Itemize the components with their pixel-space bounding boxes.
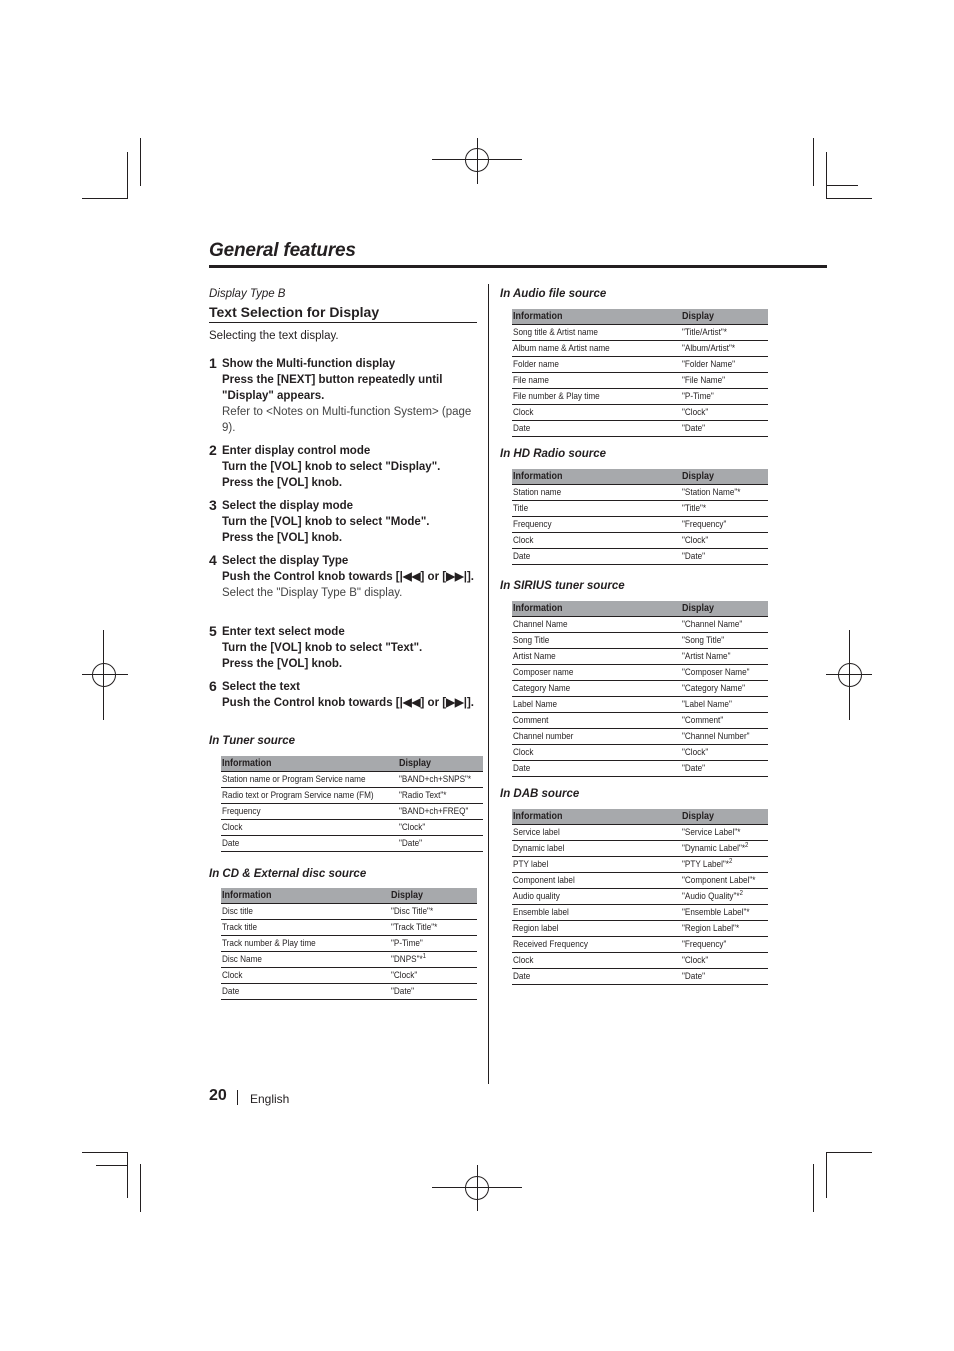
- table-row: [512, 665, 768, 681]
- display-cell: "Audio Quality"*$^2$: [681, 889, 768, 905]
- table-row: [221, 772, 483, 788]
- step-instruction: Press the [VOL] knob.: [222, 477, 343, 489]
- table-row: [221, 904, 477, 920]
- column-divider: [488, 284, 489, 1084]
- display-cell: "Channel Number": [681, 729, 768, 745]
- information-cell: Clock: [221, 968, 390, 984]
- table-row: [512, 549, 768, 565]
- step-instruction: Press the [NEXT] button repeatedly until "Display" appears.: [222, 374, 443, 402]
- step-instruction: Select the display Type: [222, 555, 349, 567]
- display-cell: "Album/Artist"*: [681, 341, 768, 357]
- table-row: [512, 357, 768, 373]
- display-header: Display: [681, 469, 768, 485]
- information-cell: Clock: [512, 405, 681, 421]
- information-cell: Folder name: [512, 357, 681, 373]
- information-cell: Channel number: [512, 729, 681, 745]
- display-cell: "Ensemble Label"*: [681, 905, 768, 921]
- display-cell: "P-Time": [681, 389, 768, 405]
- table-row: [512, 745, 768, 761]
- table-row: [221, 836, 483, 852]
- display-cell: "Region Label"*: [681, 921, 768, 937]
- display-cell: "Dynamic Label"*$^2$: [681, 841, 768, 857]
- display-header: Display: [681, 309, 768, 325]
- display-cell: "Category Name": [681, 681, 768, 697]
- information-cell: Song title & Artist name: [512, 325, 681, 341]
- information-cell: Disc Name: [221, 952, 390, 968]
- dab-source-label: In DAB source: [500, 788, 580, 800]
- audio-file-source-table: [512, 309, 768, 437]
- step-instruction: Show the Multi-function display: [222, 358, 396, 370]
- information-header: Information: [512, 809, 681, 825]
- table-row: [512, 713, 768, 729]
- display-cell: "PTY Label"*$^2$: [681, 857, 768, 873]
- information-cell: Station name or Program Service name: [221, 772, 398, 788]
- step-instruction: Push the Control knob towards [|◀◀] or [▶▶|].: [222, 697, 474, 709]
- step-instruction: Press the [VOL] knob.: [222, 658, 343, 670]
- information-cell: Category Name: [512, 681, 681, 697]
- table-row: [221, 920, 477, 936]
- table-row: [512, 761, 768, 777]
- information-cell: Date: [221, 836, 398, 852]
- hd-radio-source-table: [512, 469, 768, 565]
- table-row: [512, 325, 768, 341]
- information-cell: Radio text or Program Service name (FM): [221, 788, 398, 804]
- display-cell: "BAND+ch+FREQ": [398, 804, 483, 820]
- display-cell: "Comment": [681, 713, 768, 729]
- table-row: [512, 633, 768, 649]
- display-header: Display: [398, 756, 483, 772]
- display-cell: "Song Title": [681, 633, 768, 649]
- table-header-row: [512, 309, 768, 325]
- sirius-source-label: In SIRIUS tuner source: [500, 580, 625, 592]
- table-row: [221, 952, 477, 968]
- display-cell: "Channel Name": [681, 617, 768, 633]
- table-row: [512, 697, 768, 713]
- information-cell: Date: [512, 549, 681, 565]
- display-cell: "Component Label"*: [681, 873, 768, 889]
- table-row: [512, 405, 768, 421]
- footnote-marker: 1: [422, 953, 426, 961]
- information-cell: Title: [512, 501, 681, 517]
- display-cell: "Artist Name": [681, 649, 768, 665]
- table-header-row: [221, 756, 483, 772]
- dab-source-table: [512, 809, 768, 985]
- display-cell: "Station Name"*: [681, 485, 768, 501]
- information-cell: Disc title: [221, 904, 390, 920]
- table-row: [512, 373, 768, 389]
- information-cell: Channel Name: [512, 617, 681, 633]
- information-cell: Clock: [512, 533, 681, 549]
- tuner-source-table: [221, 756, 483, 852]
- table-header-row: [512, 469, 768, 485]
- table-row: [512, 341, 768, 357]
- information-cell: Track number & Play time: [221, 936, 390, 952]
- display-type-subtitle: Display Type B: [209, 288, 286, 300]
- step-3: [209, 498, 479, 546]
- display-cell: "File Name": [681, 373, 768, 389]
- display-cell: "Track Title"*: [390, 920, 477, 936]
- information-cell: Composer name: [512, 665, 681, 681]
- display-cell: "Clock": [390, 968, 477, 984]
- table-row: [512, 937, 768, 953]
- information-cell: Component label: [512, 873, 681, 889]
- step-instruction: Turn the [VOL] knob to select "Text".: [222, 642, 423, 654]
- sirius-tuner-source-table: [512, 601, 768, 777]
- step-note: Select the "Display Type B" display.: [222, 587, 403, 599]
- step-instruction: Turn the [VOL] knob to select "Display".: [222, 461, 441, 473]
- table-row: [512, 873, 768, 889]
- table-header-row: [221, 888, 477, 904]
- display-cell: "Frequency": [681, 937, 768, 953]
- step-instruction: Push the Control knob towards [|◀◀] or [▶▶|].: [222, 571, 474, 583]
- footer-separator: [237, 1090, 238, 1105]
- footnote-marker: 2: [739, 890, 743, 898]
- table-row: [512, 841, 768, 857]
- table-header-row: [512, 601, 768, 617]
- table-row: [512, 889, 768, 905]
- table-row: [512, 905, 768, 921]
- display-cell: "Date": [398, 836, 483, 852]
- information-cell: Label Name: [512, 697, 681, 713]
- table-row: [512, 825, 768, 841]
- display-header: Display: [390, 888, 477, 904]
- information-cell: Station name: [512, 485, 681, 501]
- information-cell: Service label: [512, 825, 681, 841]
- step-instruction: Enter text select mode: [222, 626, 345, 638]
- table-row: [512, 857, 768, 873]
- information-header: Information: [512, 469, 681, 485]
- information-cell: Dynamic label: [512, 841, 681, 857]
- display-cell: "P-Time": [390, 936, 477, 952]
- display-cell: "Clock": [681, 953, 768, 969]
- information-cell: Clock: [512, 745, 681, 761]
- cd-source-label: In CD & External disc source: [209, 868, 367, 880]
- information-header: Information: [512, 309, 681, 325]
- information-cell: Audio quality: [512, 889, 681, 905]
- display-cell: "Date": [681, 969, 768, 985]
- step-number: 2: [209, 442, 217, 458]
- table-row: [221, 804, 483, 820]
- information-cell: Frequency: [221, 804, 398, 820]
- table-row: [512, 501, 768, 517]
- table-row: [512, 681, 768, 697]
- display-cell: "Frequency": [681, 517, 768, 533]
- information-header: Information: [221, 756, 398, 772]
- display-cell: "BAND+ch+SNPS"*: [398, 772, 483, 788]
- display-header: Display: [681, 601, 768, 617]
- table-row: [512, 533, 768, 549]
- page-title: General features: [209, 240, 356, 261]
- display-cell: "Clock": [681, 405, 768, 421]
- table-row: [512, 921, 768, 937]
- display-cell: "Folder Name": [681, 357, 768, 373]
- information-cell: Ensemble label: [512, 905, 681, 921]
- information-cell: Date: [512, 421, 681, 437]
- information-cell: Frequency: [512, 517, 681, 533]
- information-cell: Clock: [221, 820, 398, 836]
- information-cell: Track title: [221, 920, 390, 936]
- information-cell: Artist Name: [512, 649, 681, 665]
- display-cell: "Date": [390, 984, 477, 1000]
- information-header: Information: [221, 888, 390, 904]
- display-cell: "DNPS"*$^1$: [390, 952, 477, 968]
- information-cell: File number & Play time: [512, 389, 681, 405]
- page-number: 20: [209, 1087, 227, 1104]
- table-row: [512, 389, 768, 405]
- table-row: [512, 421, 768, 437]
- table-row: [512, 953, 768, 969]
- table-row: [512, 485, 768, 501]
- information-cell: Date: [221, 984, 390, 1000]
- table-row: [221, 936, 477, 952]
- step-instruction: Turn the [VOL] knob to select "Mode".: [222, 516, 430, 528]
- table-row: [512, 729, 768, 745]
- footnote-marker: 2: [728, 858, 733, 866]
- step-4: [209, 553, 479, 601]
- information-cell: Date: [512, 761, 681, 777]
- step-number: 6: [209, 678, 217, 694]
- display-cell: "Date": [681, 549, 768, 565]
- display-cell: "Clock": [681, 745, 768, 761]
- page-language: English: [250, 1092, 290, 1106]
- step-5: [209, 624, 479, 672]
- step-6: [209, 679, 479, 711]
- cd-source-table: [221, 888, 477, 1000]
- step-note: Refer to <Notes on Multi-function System> (page 9).: [222, 406, 472, 434]
- section-heading: Text Selection for Display: [209, 304, 477, 323]
- display-cell: "Date": [681, 761, 768, 777]
- display-cell: "Date": [681, 421, 768, 437]
- table-row: [512, 649, 768, 665]
- display-cell: "Service Label"*: [681, 825, 768, 841]
- audio-source-label: In Audio file source: [500, 288, 607, 300]
- step-1: [209, 356, 479, 436]
- table-row: [221, 984, 477, 1000]
- display-cell: "Clock": [398, 820, 483, 836]
- step-instruction: Enter display control mode: [222, 445, 371, 457]
- table-row: [512, 517, 768, 533]
- footnote-marker: 2: [744, 842, 749, 850]
- step-number: 5: [209, 623, 217, 639]
- table-row: [512, 617, 768, 633]
- display-cell: "Composer Name": [681, 665, 768, 681]
- information-cell: Region label: [512, 921, 681, 937]
- step-2: [209, 443, 479, 491]
- display-cell: "Clock": [681, 533, 768, 549]
- information-cell: Comment: [512, 713, 681, 729]
- display-cell: "Label Name": [681, 697, 768, 713]
- information-cell: Song Title: [512, 633, 681, 649]
- intro-text: Selecting the text display.: [209, 330, 339, 342]
- information-cell: PTY label: [512, 857, 681, 873]
- step-instruction: Select the display mode: [222, 500, 354, 512]
- display-cell: "Title/Artist"*: [681, 325, 768, 341]
- hd-source-label: In HD Radio source: [500, 448, 607, 460]
- information-cell: Date: [512, 969, 681, 985]
- display-cell: "Disc Title"*: [390, 904, 477, 920]
- table-row: [221, 968, 477, 984]
- information-cell: Clock: [512, 953, 681, 969]
- step-instruction: Select the text: [222, 681, 300, 693]
- step-instruction: Press the [VOL] knob.: [222, 532, 343, 544]
- table-row: [512, 969, 768, 985]
- information-header: Information: [512, 601, 681, 617]
- table-row: [221, 820, 483, 836]
- step-number: 1: [209, 355, 217, 371]
- information-cell: Album name & Artist name: [512, 341, 681, 357]
- display-header: Display: [681, 809, 768, 825]
- title-rule: [209, 265, 827, 268]
- step-number: 3: [209, 497, 217, 513]
- information-cell: File name: [512, 373, 681, 389]
- table-row: [221, 788, 483, 804]
- display-cell: "Title"*: [681, 501, 768, 517]
- step-number: 4: [209, 552, 217, 568]
- information-cell: Received Frequency: [512, 937, 681, 953]
- table-header-row: [512, 809, 768, 825]
- display-cell: "Radio Text"*: [398, 788, 483, 804]
- tuner-source-label: In Tuner source: [209, 735, 296, 747]
